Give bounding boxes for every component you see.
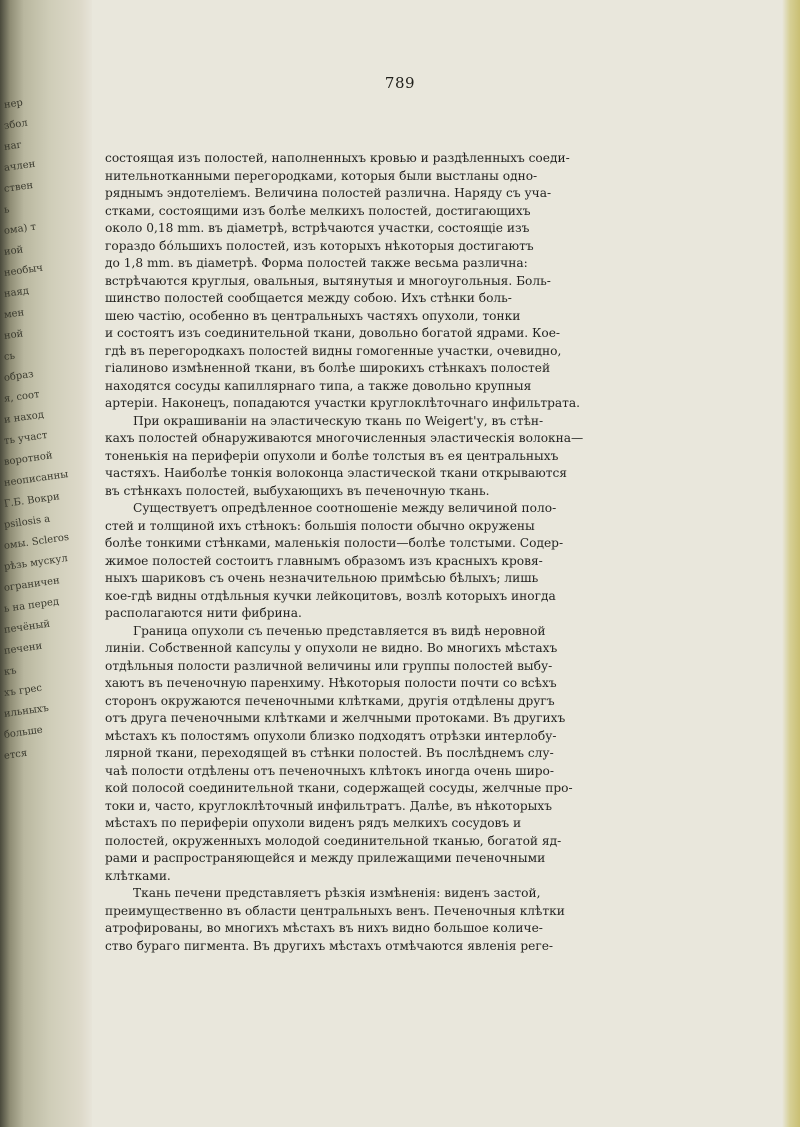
gutter-text-fragment: ть участ <box>3 429 49 447</box>
gutter-text-fragment: ь <box>3 204 11 216</box>
gutter-text-fragment: ной <box>3 328 24 342</box>
adjacent-page-gutter <box>0 0 92 1127</box>
text-line: мѣстахъ по периферіи опухоли виденъ рядъ мелкихъ сосудовъ и <box>105 816 522 830</box>
gutter-text-fragment: печёный <box>3 618 51 636</box>
gutter-text-fragment: наг <box>3 139 23 153</box>
text-line: въ стѣнкахъ полостей, выбухающихъ въ печеночную ткань. <box>105 483 490 498</box>
text-line: При окрашиваніи на эластическую ткань по Weigert'у, въ стѣн- <box>133 413 544 428</box>
text-line: болѣе тонкими стѣнками, маленькія полости—болѣе толстыми. Содер- <box>105 536 564 550</box>
text-line: стей и толщиной ихъ стѣнокъ: большія полости обычно окружены <box>105 518 535 533</box>
text-line: состоящая изъ полостей, наполненныхъ кровью и раздѣленныхъ соеди- <box>105 151 570 165</box>
text-line: и состоятъ изъ соединительной ткани, довольно богатой ядрами. Кое- <box>105 326 561 340</box>
gutter-text-fragment: и наход <box>3 409 45 426</box>
gutter-text-fragment: сь <box>3 350 16 363</box>
gutter-text-fragment: хъ грес <box>3 682 43 699</box>
gutter-text-fragment: къ <box>3 665 18 678</box>
paragraph <box>105 413 705 501</box>
text-line: жимое полостей состоитъ главнымъ образомъ изъ красныхъ кровя- <box>105 553 543 568</box>
gutter-text-fragment: нер <box>3 97 24 111</box>
gutter-text-fragment: рѣзь мускул <box>3 553 69 573</box>
text-line: тоненькія на периферіи опухоли и болѣе толстыя въ ея центральныхъ <box>105 448 559 463</box>
text-line: шею частію, особенно въ центральныхъ частяхъ опухоли, тонки <box>105 308 521 323</box>
text-line: атрофированы, во многихъ мѣстахъ въ нихъ видно большое количе- <box>105 921 543 935</box>
text-line: отъ друга печеночными клѣтками и желчными протоками. Въ другихъ <box>105 711 566 725</box>
text-line: нительнотканными перегородками, которыя были выстланы одно- <box>105 168 538 183</box>
text-line: мѣстахъ къ полостямъ опухоли близко подходятъ отрѣзки интерлобу- <box>105 728 557 743</box>
gutter-text-fragment: ома) т <box>3 221 37 237</box>
text-line: хаютъ въ печеночную паренхиму. Нѣкоторыя полости почти со всѣхъ <box>105 676 557 690</box>
paragraph <box>105 150 705 413</box>
text-line: преимущественно въ области центральныхъ венъ. Печеночныя клѣтки <box>105 903 565 918</box>
gutter-text-fragment: омы. Scleros <box>3 531 70 552</box>
gutter-text-fragment: ь на перед <box>3 596 60 615</box>
text-line: Граница опухоли съ печенью представляется въ видѣ неровной <box>133 623 546 638</box>
paragraph <box>105 885 705 955</box>
text-line: ряднымъ эндотеліемъ. Величина полостей различна. Наряду съ уча- <box>105 186 552 200</box>
gutter-text-fragment: ствен <box>3 179 34 195</box>
gutter-text-fragment: Г.Б. Вокри <box>3 491 61 510</box>
gutter-text-fragment: ильныхъ <box>3 702 50 720</box>
text-line: токи и, часто, круглоклѣточный инфильтратъ. Далѣе, въ нѣкоторыхъ <box>105 798 552 813</box>
text-line: рами и распространяющейся и между прилежащими печеночными <box>105 851 546 865</box>
gutter-text-fragment: воротной <box>3 450 54 468</box>
gutter-text-fragment: psilosis a <box>3 513 51 531</box>
gutter-text-fragment: збол <box>3 117 29 132</box>
gutter-text-fragment: мен <box>3 307 25 321</box>
page-right-edge <box>782 0 800 1127</box>
text-line: гіалиново измѣненной ткани, въ болѣе широкихъ стѣнкахъ полостей <box>105 361 551 375</box>
gutter-text-fragment: неописанны <box>3 469 69 489</box>
gutter-text-fragment: ется <box>3 747 28 762</box>
gutter-text-fragment: печени <box>3 640 43 657</box>
text-line: артеріи. Наконецъ, попадаются участки круглоклѣточнаго инфильтрата. <box>105 396 581 410</box>
text-line: чаѣ полости отдѣлены отъ печеночныхъ клѣтокъ иногда очень широ- <box>105 763 554 778</box>
gutter-text-fragment: ачлен <box>3 158 36 174</box>
gutter-text-fragment: необыч <box>3 262 44 279</box>
text-line: лярной ткани, переходящей въ стѣнки полостей. Въ послѣднемъ слу- <box>105 746 554 760</box>
gutter-text-fragment: я, соот <box>3 389 41 405</box>
text-line: клѣтками. <box>105 868 171 883</box>
gutter-text-fragment: больше <box>3 724 44 741</box>
text-line: около 0,18 mm. въ діаметрѣ, встрѣчаются участки, состоящіе изъ <box>105 221 530 235</box>
text-line: кой полосой соединительной ткани, содержащей сосуды, желчные про- <box>105 781 573 795</box>
text-line: линіи. Собственной капсулы у опухоли не видно. Во многихъ мѣстахъ <box>105 641 558 655</box>
text-line: встрѣчаются круглыя, овальныя, вытянутыя и многоугольныя. Боль- <box>105 273 551 288</box>
text-line: находятся сосуды капиллярнаго типа, а также довольно крупныя <box>105 378 532 393</box>
text-line: сторонъ окружаются печеночными клѣтками, другія отдѣлены другъ <box>105 693 555 708</box>
paragraph <box>105 500 705 623</box>
text-line: ство бураго пигмента. Въ другихъ мѣстахъ отмѣчаются явленія реге- <box>105 938 554 953</box>
text-line: ныхъ шариковъ съ очень незначительною примѣсью бѣлыхъ; лишь <box>105 571 539 585</box>
gutter-text-fragment: ограничен <box>3 575 61 594</box>
text-line: до 1,8 mm. въ діаметрѣ. Форма полостей также весьма различна: <box>105 256 528 270</box>
gutter-text-fragment: образ <box>3 368 35 384</box>
text-line: полостей, окруженныхъ молодой соединительной тканью, богатой яд- <box>105 833 562 848</box>
text-line: Ткань печени представляетъ рѣзкія измѣненія: виденъ застой, <box>133 886 541 900</box>
gutter-text-fragment: иой <box>3 244 24 258</box>
text-line: гораздо бо́льшихъ полостей, изъ которыхъ нѣкоторыя достигаютъ <box>105 238 534 253</box>
text-line: отдѣльныя полости различной величины или группы полостей выбу- <box>105 658 553 673</box>
gutter-text-fragment: наяд <box>3 285 30 300</box>
text-line: располагаются нити фибрина. <box>105 606 302 620</box>
text-line: гдѣ въ перегородкахъ полостей видны гомогенные участки, очевидно, <box>105 343 562 358</box>
document-body <box>105 150 705 955</box>
paragraph <box>105 623 705 886</box>
page-number: 789 <box>384 74 416 92</box>
text-line: кое-гдѣ видны отдѣльныя кучки лейкоцитовъ, возлѣ которыхъ иногда <box>105 588 556 603</box>
text-line: шинство полостей сообщается между собою. Ихъ стѣнки боль- <box>105 291 512 305</box>
text-line: частяхъ. Наиболѣе тонкія волоконца эластической ткани открываются <box>105 466 567 480</box>
text-line: Существуетъ опредѣленное соотношеніе между величиной поло- <box>133 501 557 515</box>
text-line: стками, состоящими изъ болѣе мелкихъ полостей, достигающихъ <box>105 203 531 218</box>
text-line: кахъ полостей обнаруживаются многочисленныя эластическія волокна— <box>105 431 584 445</box>
